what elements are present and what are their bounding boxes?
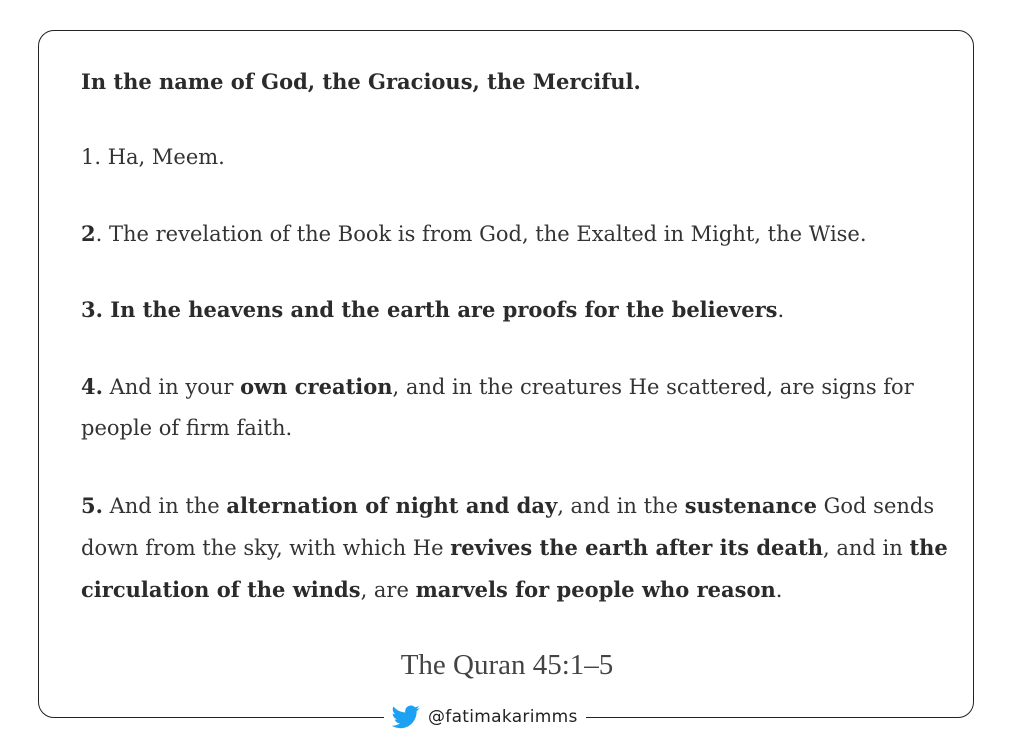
verse-number: 3. [81, 297, 103, 322]
verse-number: 4. [81, 374, 103, 399]
verse-4: 4. And in your own creation, and in the creatures He scattered, are signs for people of firm faith. [81, 374, 914, 440]
verse-1: 1. Ha, Meem. [81, 145, 225, 169]
verse-number: 2 [81, 221, 96, 246]
basmala: In the name of God, the Gracious, the Merciful. [81, 69, 641, 94]
verse-5: 5. And in the alternation of night and day, and in the sustenance God sends down from the sky, with which He revives the earth after its death, and in the circulation of the winds, are marvels for people who reason. [81, 493, 948, 602]
twitter-handle: @fatimakarimms [428, 707, 578, 727]
verse-number: 5. [81, 493, 103, 518]
verse-3: 3. In the heavens and the earth are proofs for the believers. [81, 297, 785, 322]
source-citation: The Quran 45:1–5 [400, 649, 614, 681]
twitter-bird-icon [392, 705, 420, 729]
verse-number: 1. [81, 145, 102, 169]
verse-2: 2. The revelation of the Book is from God, the Exalted in Might, the Wise. [81, 221, 867, 246]
quote-card [38, 30, 974, 718]
credit-badge[interactable] [384, 702, 586, 732]
